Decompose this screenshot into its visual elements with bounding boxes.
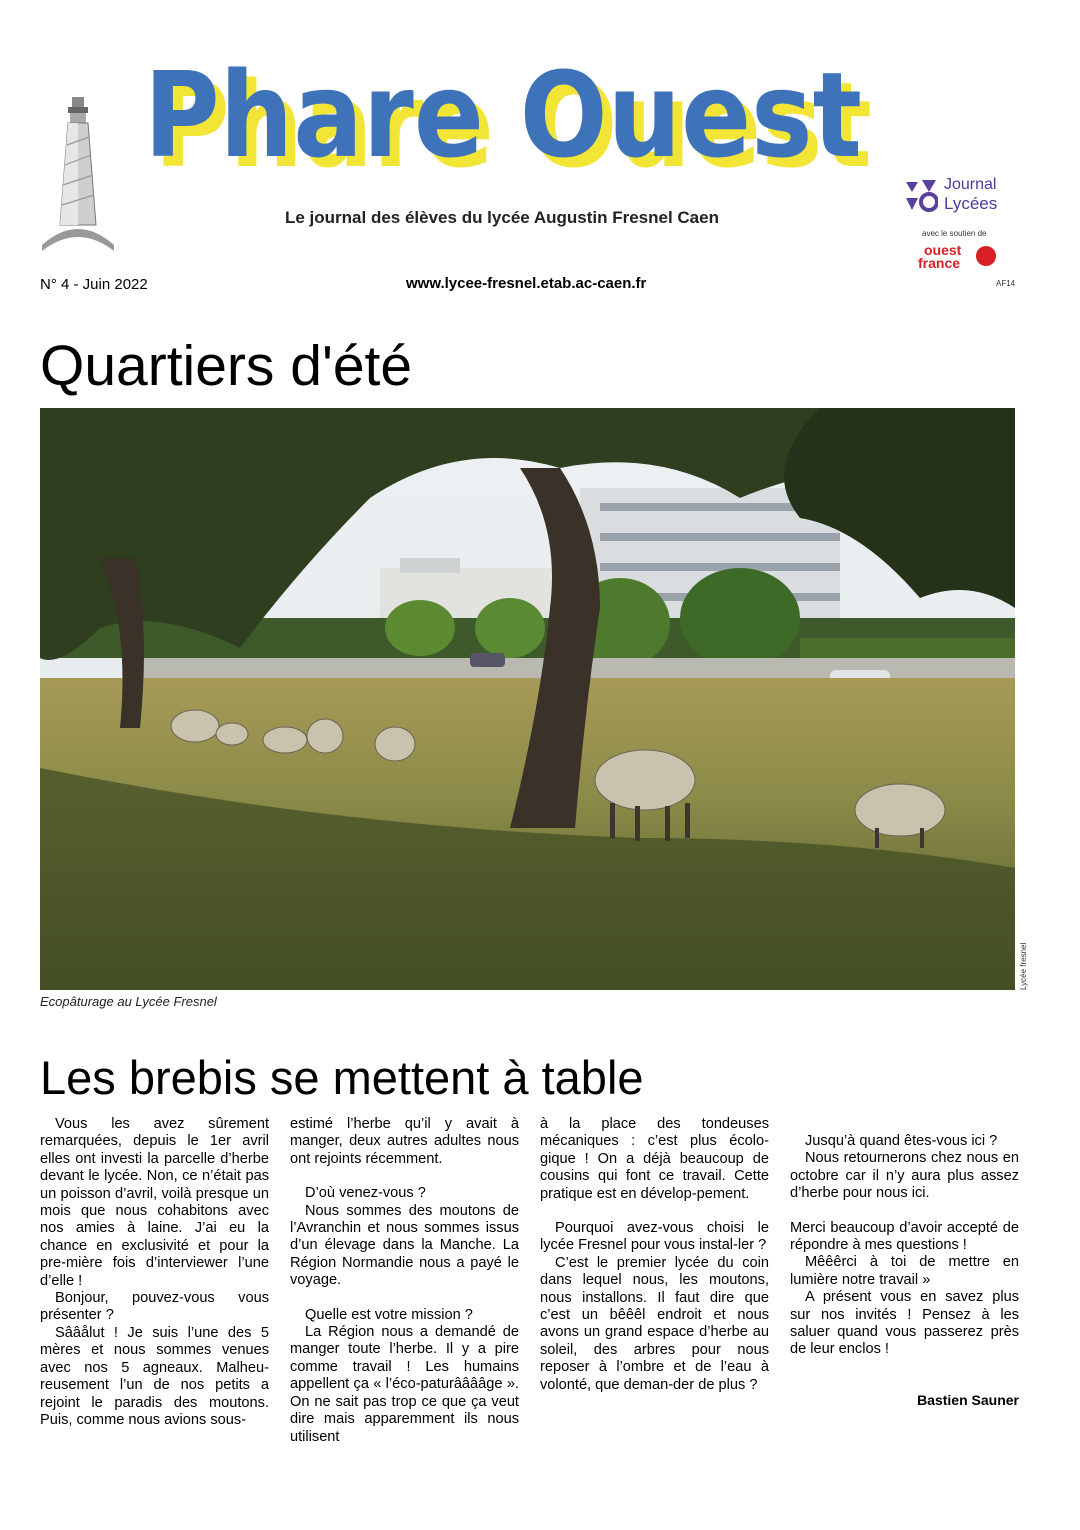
answer-3-end: à la place des tondeuses mécaniques : c’est plus écolo-gique ! On a déjà beaucoup de cousins qui font ce travail. Cette pratique est en dévelop-pement. <box>540 1116 769 1202</box>
journal-des-lycees-logo <box>904 176 1014 216</box>
issue-number: N° 4 - Juin 2022 <box>40 276 148 293</box>
question-1: Bonjour, pouvez-vous vous présenter ? <box>40 1290 269 1324</box>
journal-word: Journal <box>944 176 997 193</box>
article-column-4 <box>790 1133 1019 1359</box>
author-byline: Bastien Sauner <box>917 1392 1019 1408</box>
answer-5: Nous retournerons chez nous en octobre car il n’y aura plus assez d’herbe pour nous ici. <box>790 1150 1019 1202</box>
intro-paragraph: Vous les avez sûrement remarquées, depuis le 1er avril elles ont investi la parcelle d’herbe devant le lycée. Non, ce n’était pas un poisson d’avril, voilà presque un mois que nous cohabitons avec nos amies à laine. J’ai eu la chance en exclusivité et pour la pre-mière fois d’interviewer l’une d’elle ! <box>40 1116 269 1289</box>
closing-paragraph: A présent vous en savez plus sur nos invités ! Pensez à les saluer quand vous passerez près de leur enclos ! <box>790 1289 1019 1358</box>
masthead-subtitle: Le journal des élèves du lycée Augustin Fresnel Caen <box>285 208 719 227</box>
answer-2: Nous sommes des moutons de l’Avranchin et nous sommes issus d’un élevage dans la Manche. La Région Normandie nous a payé le voyage. <box>290 1202 519 1289</box>
ouest-france-logo <box>918 242 998 272</box>
question-3: Quelle est votre mission ? <box>305 1306 473 1323</box>
ouest-france-circle-icon <box>976 246 996 266</box>
answer-3-start: La Région nous a demandé de manger toute l’herbe. Il y a pire comme travail ! Les humains appellent ça « l’éco-paturââââge ». On ne sait pas trop ce que ça veut dire mais apparemment ils nous utilisent <box>290 1324 519 1445</box>
ouest-word: ouest <box>924 242 962 258</box>
article-headline: Les brebis se mettent à table <box>40 1051 644 1104</box>
article-column-2 <box>290 1116 519 1446</box>
edition-code: AF14 <box>996 279 1016 288</box>
lighthouse-logo <box>38 95 118 255</box>
masthead-title <box>140 42 880 182</box>
article-column-3 <box>540 1116 769 1394</box>
lycees-word: Lycées <box>944 194 998 213</box>
journal-des-lycees-mark-icon <box>904 178 938 212</box>
article-column-1 <box>40 1116 269 1429</box>
thanks-question: Merci beaucoup d’avoir accepté de répondre à mes questions ! <box>790 1219 1019 1254</box>
masthead-title-shadow: Phare Ouest <box>154 56 872 182</box>
thanks-answer: Mêêêrci à toi de mettre en lumière notre travail » <box>790 1254 1019 1288</box>
photo-caption: Ecopâturage au Lycée Fresnel <box>40 994 217 1009</box>
support-text: avec le soutien de <box>922 229 987 238</box>
page-title: Quartiers d'été <box>40 334 413 398</box>
question-2: D’où venez-vous ? <box>305 1185 426 1202</box>
answer-1-end: estimé l’herbe qu’il y avait à manger, deux autres adultes nous ont rejoints récemment. <box>290 1116 519 1167</box>
photo-credit: Lycée fresnel <box>1019 942 1028 990</box>
masthead-title-text: Phare Ouest <box>144 46 862 182</box>
question-5: Jusqu’à quand êtes-vous ici ? <box>805 1133 998 1149</box>
answer-4: C’est le premier lycée du coin dans lequel nous, les moutons, nous installons. Il faut dire que c’est un bêêêl endroit et nous avons un grand espace d’herbe au soleil, des arbres pour nous reposer à l’ombre et de l’eau à volonté, que deman-der de plus ? <box>540 1254 769 1393</box>
website-link[interactable]: www.lycee-fresnel.etab.ac-caen.fr <box>406 275 647 292</box>
france-word: france <box>918 255 961 271</box>
question-4: Pourquoi avez-vous choisi le lycée Fresnel pour vous instal-ler ? <box>540 1220 769 1254</box>
answer-1-start: Sââålut ! Je suis l’une des 5 mères et nous sommes venues avec nos 5 agneaux. Malheu-reusement l’un de nos petits a rejoint le paradis des moutons. Puis, comme nous avions sous- <box>40 1324 269 1428</box>
sheep-photo <box>40 408 1015 990</box>
